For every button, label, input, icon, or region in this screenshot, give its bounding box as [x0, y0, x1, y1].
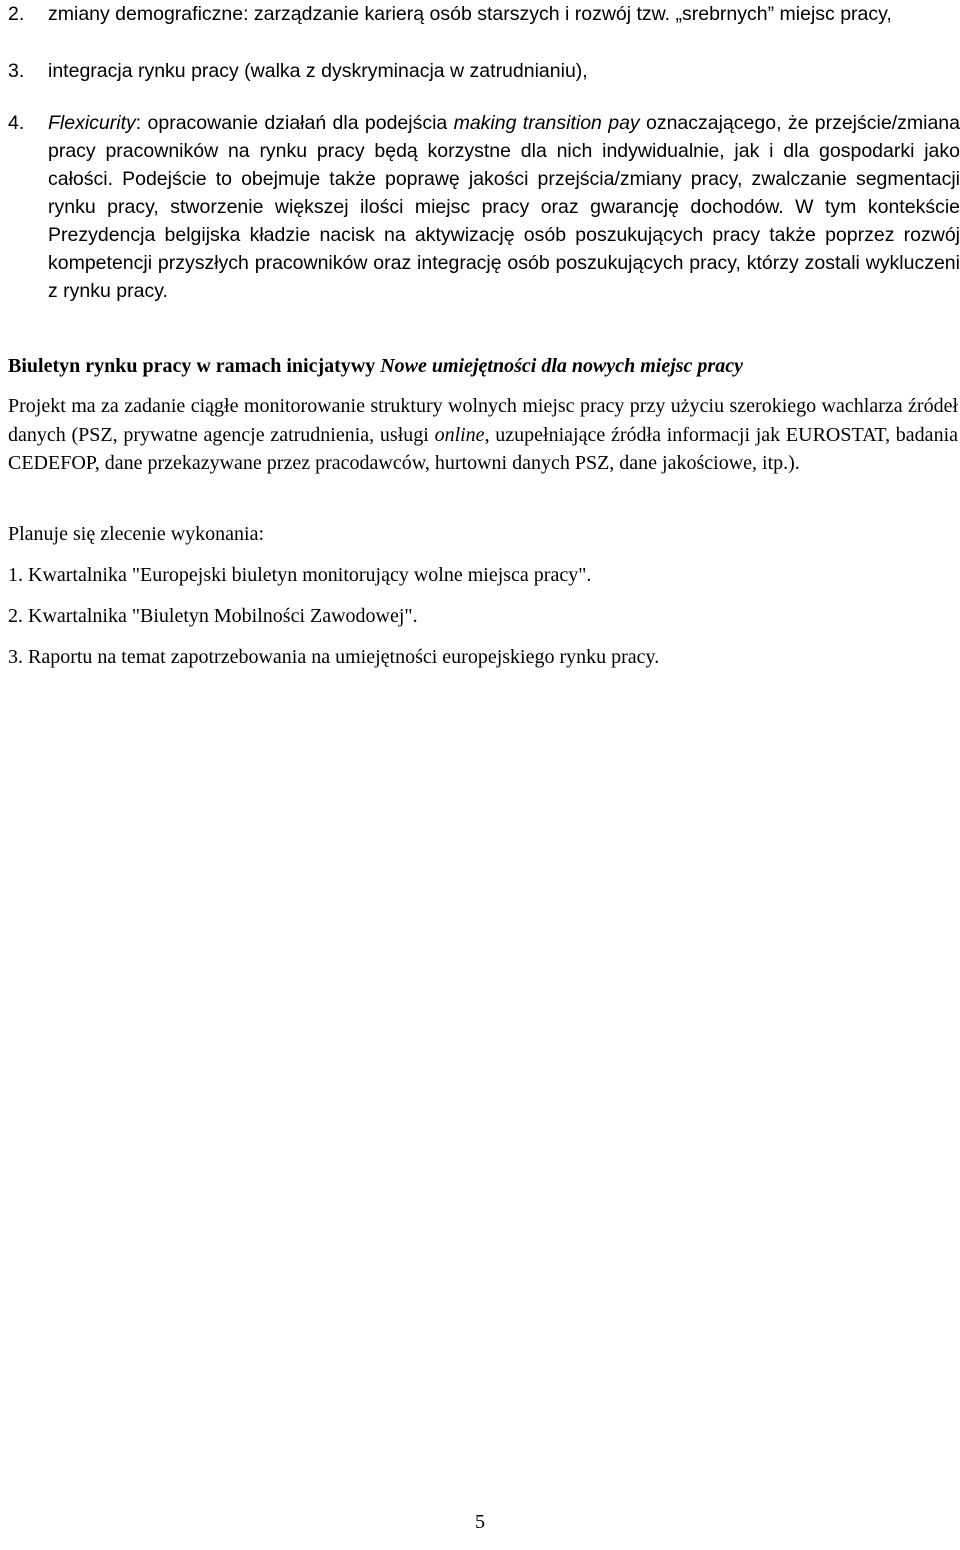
section-heading — [8, 352, 958, 381]
list-item-2 — [8, 0, 960, 28]
list-number: 4. — [8, 112, 25, 134]
plan-item-2: 2. Kwartalnika "Biuletyn Mobilności Zawodowej". — [8, 605, 418, 627]
making-transition-pay-phrase: making transition pay — [453, 112, 640, 134]
list-item-4 — [8, 109, 960, 305]
list-item-text: zmiany demograficzne: zarządzanie karierą osób starszych i rozwój tzw. „srebrnych” miejsc pracy, — [48, 3, 892, 25]
list-item-text: integracja rynku pracy (walka z dyskryminacja w zatrudnianiu), — [48, 60, 588, 82]
list-number: 3. — [8, 60, 25, 82]
list-item-3 — [8, 57, 960, 85]
paragraph-text: , uzupełniające źródła informacji jak EUROSTAT, badania CEDEFOP, dane przekazywane przez pracodawców, hurtowni danych PSZ, dane jakościowe, itp.). — [8, 423, 958, 474]
list-item-text-part: oznaczającego, że przejście/zmiana pracy pracowników na rynku pracy będą korzystne dla nich indywidualnie, jak i dla gospodarki jako całości. Podejście to obejmuje także poprawę jakości przejścia/zmiany pracy, zwalczanie segmentacji rynku pracy, stworzenie większej ilości miejsc pracy oraz gwarancję dochodów. W tym kontekście Prezydencja belgijska kładzie nacisk na aktywizację osób poszukujących pracy także poprzez rozwój kompetencji przyszłych pracowników oraz integrację osób poszukujących pracy, którzy zostali wykluczeni z rynku pracy. — [48, 112, 960, 302]
plan-item-1: 1. Kwartalnika "Europejski biuletyn monitorujący wolne miejsca pracy". — [8, 564, 592, 586]
plan-intro: Planuje się zlecenie wykonania: — [8, 523, 265, 545]
paragraph-text: Projekt ma za zadanie ciągłe monitorowanie struktury wolnych miejsc pracy przy użyciu szerokiego wachlarza źródeł danych (PSZ, prywatne agencje zatrudnienia, usługi — [8, 395, 958, 446]
page-number: 5 — [475, 1511, 485, 1533]
list-number: 2. — [8, 3, 25, 25]
list-item-text — [48, 109, 960, 305]
paragraph-italic-online: online — [434, 423, 485, 446]
flexicurity-term: Flexicurity — [48, 112, 136, 134]
project-paragraph — [8, 392, 958, 478]
list-item-text-part: : opracowanie działań dla podejścia — [135, 112, 454, 134]
section-heading-bold: Biuletyn rynku pracy w ramach inicjatywy — [8, 355, 381, 377]
plan-item-3: 3. Raportu na temat zapotrzebowania na umiejętności europejskiego rynku pracy. — [8, 646, 660, 668]
section-heading-italic: Nowe umiejętności dla nowych miejsc pracy — [380, 355, 743, 377]
